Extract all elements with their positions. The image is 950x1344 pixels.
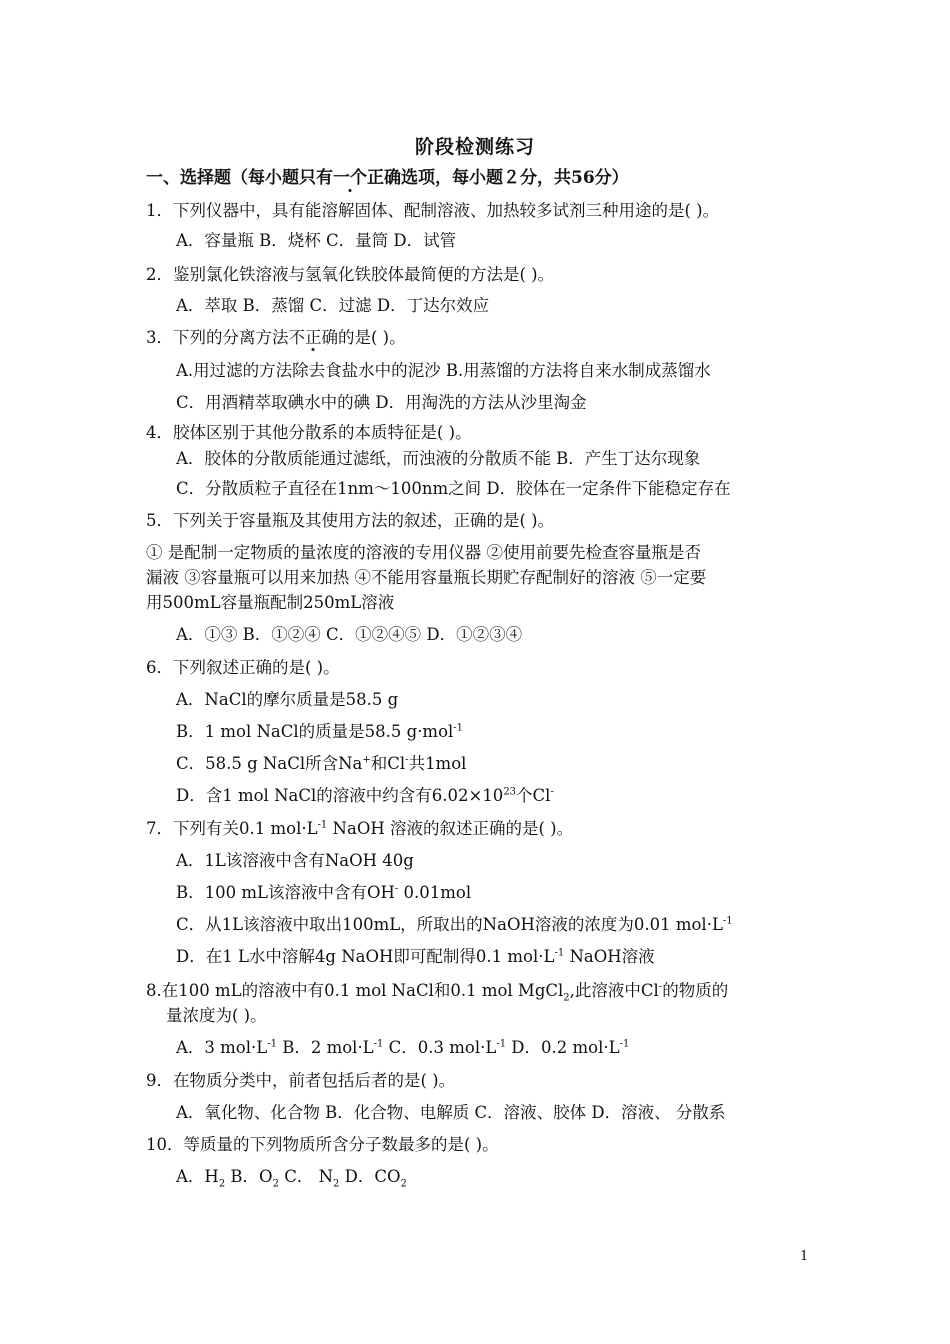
- question-6-option-b: B．1 mol NaCl的质量是58.5 g·mol$^{-1}$: [176, 722, 464, 741]
- page-title: 阶段检测练习: [414, 136, 535, 158]
- question-5-options: A．①③ B．①②④ C．①②④⑤ D．①②③④: [176, 625, 523, 644]
- page-number: 1: [800, 1249, 809, 1264]
- question-6-option-a: A．NaCl的摩尔质量是58.5 g: [176, 690, 399, 709]
- section-heading: 一、选择题（每小题只有一个正确选项，每小题２分，共56分）: [146, 168, 629, 188]
- question-2-options: A．萃取 B．蒸馏 C．过滤 D．丁达尔效应: [176, 296, 490, 315]
- question-8-stem-line-2: 量浓度为( )。: [166, 1006, 267, 1025]
- question-4-options-line-2: C．分散质粒子直径在1nm～100nm之间 D．胶体在一定条件下能稳定存在: [176, 479, 731, 498]
- question-6-stem: 6．下列叙述正确的是( )。: [146, 658, 340, 677]
- emphasis-dot: 一个: [333, 168, 367, 188]
- question-7-option-d: D．在1 L水中溶解4g NaOH即可配制得0.1 $mol\cdot L^{-1}$ NaOH溶液: [176, 947, 655, 966]
- question-7-stem: 7．下列有关0.1 $mol\cdot L^{-1}$ NaOH 溶液的叙述正确的是( )。: [146, 819, 574, 838]
- question-2-stem: 2．鉴别氯化铁溶液与氢氧化铁胶体最简便的方法是( )。: [146, 265, 555, 284]
- question-3-options-line-1: A.用过滤的方法除去食盐水中的泥沙 B.用蒸馏的方法将自来水制成蒸馏水: [176, 361, 711, 380]
- question-7-option-a: A．1L该溶液中含有NaOH 40g: [176, 851, 414, 870]
- question-5-body-line-1: ① 是配制一定物质的量浓度的溶液的专用仪器 ②使用前要先检查容量瓶是否: [146, 543, 701, 562]
- question-5-stem: 5．下列关于容量瓶及其使用方法的叙述，正确的是( )。: [146, 511, 555, 530]
- question-5-body-line-3: 用500mL容量瓶配制250mL溶液: [146, 593, 395, 612]
- question-10-stem: 10．等质量的下列物质所含分子数最多的是( )。: [146, 1135, 499, 1154]
- question-8-stem: 8.在100 mL的溶液中有0.1 mol NaCl和0.1 mol MgCl$_2$,此溶液中Cl-的物质的: [146, 981, 729, 1004]
- question-4-options-line-1: A．胶体的分散质能通过滤纸，而浊液的分散质不能 B．产生丁达尔现象: [176, 449, 701, 468]
- question-7-option-b: B．100 mL该溶液中含有OH- 0.01mol: [176, 883, 472, 902]
- question-8-options: A．3 $mol\cdot L^{-1}$ B．2 $mol\cdot L^{-1}$ C．0.3 $mol\cdot L^{-1}$ D．0.2 $mol\cdot L^{-1}$: [176, 1038, 630, 1057]
- question-9-options: A．氧化物、化合物 B．化合物、电解质 C．溶液、胶体 D．溶液、 分散系: [176, 1103, 726, 1122]
- question-4-stem: 4．胶体区别于其他分散系的本质特征是( )。: [146, 423, 472, 442]
- question-9-stem: 9．在物质分类中，前者包括后者的是( )。: [146, 1071, 456, 1090]
- question-7-option-c: C．从1L该溶液中取出100mL，所取出的NaOH溶液的浓度为0.01 $mol\cdot L^{-1}$: [176, 915, 733, 934]
- question-3-stem: 3．下列的分离方法不正确的是( )。: [146, 328, 406, 347]
- question-6-option-c: C．58.5 g NaCl所含Na+和Cl-共1mol: [176, 754, 467, 773]
- question-5-body-line-2: 漏液 ③容量瓶可以用来加热 ④不能用容量瓶长期贮存配制好的溶液 ⑤一定要: [146, 568, 707, 587]
- question-10-options: A．$H_2$ B．$O_2$ C． $N_2$ D．$CO_2$: [176, 1167, 407, 1190]
- question-1-options: A．容量瓶 B．烧杯 C．量筒 D．试管: [176, 231, 457, 250]
- question-3-options-line-2: C．用酒精萃取碘水中的碘 D．用淘洗的方法从沙里淘金: [176, 393, 587, 412]
- question-6-option-d: D．含1 mol NaCl的溶液中约含有$6.02\times 10^{23}$个Cl-: [176, 786, 554, 805]
- question-1-stem: 1．下列仪器中，具有能溶解固体、配制溶液、加热较多试剂三种用途的是( )。: [146, 201, 720, 220]
